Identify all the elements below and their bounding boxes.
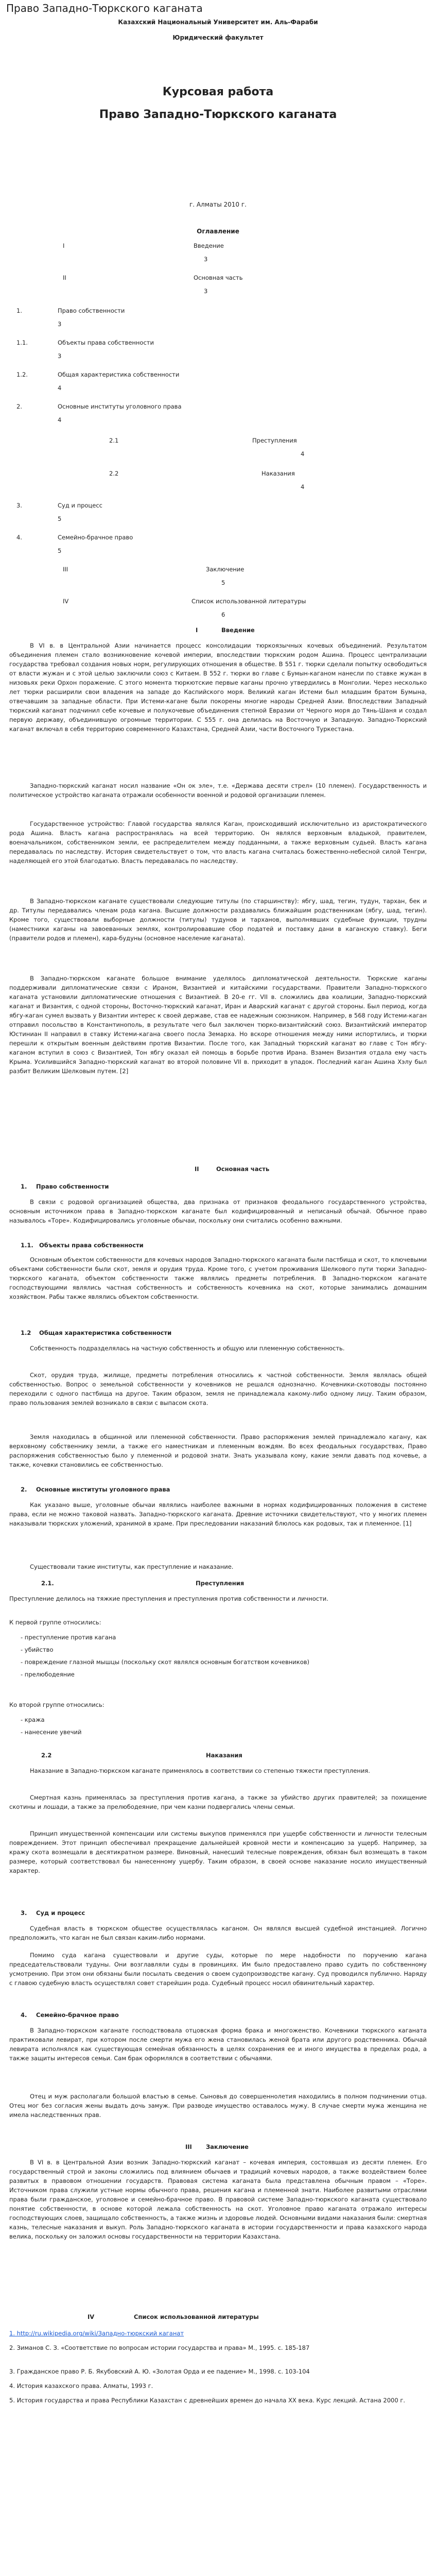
toc-page: 5 — [58, 547, 62, 554]
toc-label[interactable]: Суд и процесс — [58, 502, 102, 509]
toc-label[interactable]: Право собственности — [58, 307, 125, 314]
section-title: Объекты права собственности — [39, 1242, 144, 1249]
section-paragraph: Наказание в Западно-тюркском каганате применялось в соответствии со степенью тяжести преступления. — [30, 1767, 370, 1774]
section-paragraph: Земля находилась в общинной или племенной собственности. Право распоряжения землей принадлежало кагану, как верховному собственнику земли, а также его наместникам и племенным вождям. Во всех феодальных государствах, Право распоряжения собственностью было у племенной и родовой знати. Знать указывала кому, какие земли давать под кочевье, а также, кочевки становились ее собственностью. — [9, 1433, 427, 1468]
section-num: 1. — [21, 1183, 27, 1190]
section-num: 2.1. — [41, 1580, 54, 1587]
section-paragraph: В связи с родовой организацией общества, два признака от признаков феодального государственного устройства, основным источником права в Западно-тюркском каганате был кодифицированный и неписаный обычай. Обычное право называлось «Торе». Кодифицировались уголовные обычаи, поскольку они считались особенно важными. — [9, 1198, 427, 1224]
section-num: 2.2 — [41, 1752, 52, 1759]
intro-paragraph: В Западно-тюркском каганате большое внимание уделялось дипломатической деятельности. Тюркские каганы поддерживали дипломатические связи с Ираном, Византией и китайскими государствами. Правители Западно-тюркского каганата установили дипломатические отношения с Византией. В 20-е гг. VII в. сложились два коалиции, Западно-тюркский каганат и Византия, с одной стороны, Восточно-тюркский каганат, Иран и Аварский каганат с другой стороны. Был период, когда ябгу-каган сумел вызвать у Византии интерес к своей державе, став ее надежным союзником. Например, в 568 году Истеми-каган отправил посольство в Константинополь, в результате чего был заключен тюрко-византийский союз. Византийский император Юстиниан II направил в ставку Истеми-кагана своего посла Земарха. Но вскоре отношения между ними испортились, и тюрки перешли к открытым военным действиям против Византии. После того, как Западный тюркский каганат во главе с Тон ябгу-каганом вступил в союз с Византией, Тон ябгу оказал ей помощь в борьбе против Ирана. Взамен Византия отдала ему часть Крыма. Усилившийся Западно-тюркский каганат во второй половине VII в. приходит в упадок. Последний каган Ашина Хэлу был разбит Великим Шелковым путем. [2] — [9, 975, 427, 1075]
main-title: Право Западно-Тюркского каганата — [99, 108, 337, 121]
section-paragraph: Судебная власть в тюркском обществе осуществлялась каганом. Он являлся высшей судебной инстанцией. Логично предположить, что каган не был связан каким-либо нормами. — [9, 1925, 427, 1941]
section-paragraph: В Западно-тюркском каганате господствовала отцовская форма брака и многоженство. Кочевники тюркского каганата практиковали левират, при котором после смерти мужа его жена становилась женой брата или другого родственника. Обычай левирата исполнялся как существующая семейная обязанность в целях сохранения ее и иного имущества в пределах рода, а также защиты интересов семьи. Сам брак оформлялся в соответствии с обычаями. — [9, 2027, 427, 2062]
main-heading-num: II — [195, 1165, 199, 1173]
toc-label[interactable]: Объекты права собственности — [58, 339, 154, 346]
faculty-name: Юридический факультет — [172, 34, 264, 41]
list-item: - кража — [21, 1716, 45, 1723]
list-item: - повреждение глазной мышцы (поскольку скот являлся основным богатством кочевников) — [21, 1658, 310, 1666]
section-paragraph: Основным объектом собственности для кочевых народов Западно-тюркского каганата были пастбища и скот, то ключевыми объектами собственности были скот, земля и орудия труда. Кроме того, с учетом проживания Шелкового пути тюрки Западно-тюркского каганата, объектом собственности также являлись предметы потребления. В Западно-тюркском каганате господствующими являлись частная собственность и собственность кочевника на скот, которые занимались домашним хозяйством. Рабы также являлись объектом собственности. — [9, 1256, 427, 1300]
conclusion-heading-num: III — [185, 2143, 192, 2150]
city-year: г. Алматы 2010 г. — [189, 201, 247, 208]
section-paragraph: Скот, орудия труда, жилище, предметы потребления относились к частной собственности. Земля являлась общей собственностью. Вопрос о земельной собственности у кочевников не решался однозначно. Кочевники-скотоводы постоянно переходили с одного пастбища на другое. Таким образом, земля не принадлежала какому-либо одному лицу. Таким образом, право пользования землей возникало в связи с выпасом скота. — [9, 1371, 427, 1406]
section-paragraph: Помимо суда кагана существовали и другие суды, которые по мере надобности по поручению кагана председательствовали тудуны. Они возглавляли суды в провинциях. Им было предоставлено право судить по собственному усмотрению. При этом они обязаны были посылать сведения о своем судопроизводстве кагану. Суд проводился публично. Наряду с главою судебную власть осуществлял совет старейшин рода. Судебный процесс носил обвинительный характер. — [9, 1952, 427, 1987]
toc-num: I — [63, 242, 65, 249]
reference-item: 2. Зиманов С. З. «Соответствие по вопросам истории государства и права» М., 1995. с. 185-187 — [9, 2344, 310, 2351]
toc-page: 4 — [301, 450, 305, 457]
toc-num: 2.2 — [109, 470, 119, 477]
toc-page: 5 — [58, 515, 62, 522]
toc-page: 4 — [58, 384, 62, 392]
section-paragraph: Отец и муж располагали большой властью в семье. Сыновья до совершеннолетия находились в полном подчинении отца. Отец мог без согласия жены выдать дочь замуж. При разводе имущество оставалось мужу. В случае смерти мужа женщина не имела наследственных прав. — [9, 2093, 427, 2119]
intro-heading-num: I — [196, 626, 198, 634]
section-paragraph: Ко второй группе относились: — [9, 1701, 104, 1708]
work-type: Курсовая работа — [162, 86, 274, 98]
section-title: Наказания — [206, 1752, 242, 1759]
crime-list-other — [21, 1714, 427, 1738]
references-heading: Список использованной литературы — [134, 2313, 259, 2320]
toc-label[interactable]: Список использованной литературы — [191, 598, 306, 605]
toc-num: IV — [63, 598, 69, 605]
toc-label[interactable]: Семейно-брачное право — [58, 534, 133, 541]
toc-title: Оглавление — [197, 228, 239, 235]
section-paragraph: К первой группе относились: — [9, 1619, 101, 1626]
toc-page: 3 — [58, 320, 62, 328]
section-title: Общая характеристика собственности — [39, 1329, 172, 1336]
section-num: 3. — [21, 1909, 27, 1917]
reference-item: 3. Гражданское право Р. Б. Якубовский А. Ю. «Золотая Орда и ее падение» М., 1998. с. 103-104 — [9, 2368, 310, 2375]
reference-item: 4. История казахского права. Алматы, 1993 г. — [9, 2382, 153, 2389]
section-paragraph: Принцип имущественной компенсации или системы выкупов применялся при ущербе собственности и личности телесным повреждением. Этот принцип обеспечивал прекращение дальнейшей кровной мести и компенсацию за ущерб. Например, за кражу скота возмещали в десятикратном размере. Виновный, нанесший телесные повреждения, обязан был возмещать в таком размере, который соответствовал бы нанесенному ущербу. Таким образом, в своей основе наказание носило имущественный характер. — [9, 1830, 427, 1874]
toc-label[interactable]: Заключение — [206, 566, 245, 573]
section-title: Семейно-брачное право — [36, 2011, 119, 2019]
toc-label[interactable]: Наказания — [261, 470, 295, 477]
list-item: - преступление против кагана — [21, 1634, 116, 1641]
toc-num: III — [63, 566, 68, 573]
intro-paragraph: В VI в. в Центральной Азии начинается процесс консолидации тюркоязычных кочевых объединений. Результатом объединения племен стало возникновение кочевой империи, впоследствии тюркским родом Ашина. Процесс централизации государства требовал создания новых норм, регулирующих отношения в обществе. В 551 г. тюрки сделали попытку освободиться от власти жужан и с этой целью заключили союз с Китаем. В 552 г. тюрки во главе с Бумын-каганом нанесли по ставке жужан в низовьях реки Орхон поражение. С этого момента тюркютские первые каганы прочно утвердились в Монголии. Через несколько лет тюрки расширили свои владения на западе до Каспийского моря. Великий каган Истеми был младшим братом Бумына, отвечавшим за западные области. При Истеми-кагане были покорены многие народы Средней Азии. Впоследствии Западный тюркский каганат подчинил себе кочевые и полукочевые объединения степной Евразии от Черного моря до Тянь-Шаня и создал первую державу, объединившую огромные территории. С 555 г. она делилась на Восточную и Западную. Западно-Тюркский каганат включал в себя территорию современного Казахстана, Средней Азии, части Восточного Туркестана. — [9, 642, 427, 733]
toc-num: II — [63, 274, 66, 281]
toc-num: 2. — [16, 403, 22, 410]
toc-page: 4 — [301, 483, 305, 490]
intro-paragraph: Западно-тюркский каганат носил название «Он ок эле», т.е. «Держава десяти стрел» (10 племен). Государственность и политическое устройство каганата отражали особенности военной и родовой организации племен. — [9, 782, 427, 799]
list-item: - нанесение увечий — [21, 1728, 82, 1736]
section-title: Право собственности — [36, 1183, 109, 1190]
section-num: 1.2 — [21, 1329, 31, 1336]
section-num: 1.1. — [21, 1242, 33, 1249]
toc-label[interactable]: Введение — [194, 242, 224, 249]
toc-page: 3 — [204, 287, 208, 295]
intro-paragraph: Государственное устройство: Главой государства являлся Каган, происходивший исключительно из аристократического рода Ашина. Власть кагана распространялась на всей территорию. Он являлся верховным владыкой, правителем, военачальником, собственником земли, ее распределителем между подданными, а также верховным судьей. Власть кагана передавалась по наследству. История свидетельствует о том, что власть кагана считалась божественно-небесной силой Тенгри, наделяющей его этой благодатью. Власть передавалась по наследству. — [9, 820, 427, 865]
toc-num: 4. — [16, 534, 22, 541]
section-paragraph: Смертная казнь применялась за преступления против кагана, а также за убийство других правителей; за похищение скотины и лошади, а также за прелюбодеяние, при чем казни подвергались члены семьи. — [9, 1794, 427, 1810]
toc-num: 1.2. — [16, 371, 28, 378]
section-paragraph: Существовали такие институты, как преступление и наказание. — [30, 1563, 234, 1570]
university-name: Казахский Национальный Университет им. Аль-Фараби — [118, 19, 318, 26]
main-heading: Основная часть — [216, 1165, 270, 1173]
section-num: 4. — [21, 2011, 27, 2019]
toc-page: 3 — [58, 352, 62, 360]
list-item: - прелюбодеяние — [21, 1671, 75, 1678]
intro-paragraph: В Западно-тюркском каганате существовали следующие титулы (по старшинству): ябгу, шад, тегин, тудун, тархан, бек и др. Титулы передавались членам рода кагана. Высшие должности раздавались ближайшим родственникам (ябгу, шад, тегин). Кроме того, существовали выборные должности (титулы) тудунов и тарханов, выполнявших судебные функции, трудны (наместники каганы на завоеванных землях, контролировавшие сбор податей и поставку дани в каганскую ставку). Беги (правители родов и племен), кара-будуны (основное население каганата). — [9, 897, 427, 942]
document-title: Право Западно-Тюркского каганата — [6, 2, 203, 14]
toc-label[interactable]: Преступления — [252, 437, 297, 444]
toc-page: 4 — [58, 416, 62, 423]
conclusion-paragraph: В VI в. в Центральной Азии возник Западно-тюркский каганат – кочевая империя, состоявшая из десяти племен. Его государственный строй и законы сложились под влиянием обычаев и традиций кочевых народов, а также воздействием более развитых в правовом отношении государств. Правовая система каганата была представлена обычным правом – «Торе». Источником права служили устные нормы обычного права, решения кагана и племенной знати. Наиболее развитыми отраслями права были гражданское, уголовное и семейно-брачное право. В правовой системе Западно-тюркского каганата существовало понятие собственности, в основе которой лежала собственность на скот. Уголовное право каганата отражало интересы господствующих слоев, защищало собственность, а также жизнь и здоровье людей. Основными видами наказания были: смертная казнь, телесные наказания и выкуп. Роль Западно-тюркского каганата в истории государственности и права казахского народа велика, поскольку он заложил основы государственности на территории Казахстана. — [9, 2159, 427, 2240]
toc-page: 3 — [204, 256, 208, 263]
section-paragraph: Как указано выше, уголовные обычаи являлись наиболее важными в нормах кодифицированных положения в системе права, если не можно таковой назвать. Западно-тюркского каганата. Древние источники свидетельствуют, что у многих племен наказывали тюркских уложений, хранимой в храме. При преследовании наказаний блюлось как родовых, так и племенное. [1] — [9, 1501, 427, 1527]
toc-page: 6 — [221, 611, 225, 618]
toc-num: 1.1. — [16, 339, 28, 346]
toc-label[interactable]: Общая характеристика собственности — [58, 371, 180, 378]
reference-item: 5. История государства и права Республики Казахстан с древнейших времен до начала XX века. Курс лекций. Астана 2000 г. — [9, 2397, 406, 2404]
toc-num: 2.1 — [109, 437, 119, 444]
section-title: Преступления — [196, 1580, 245, 1587]
section-paragraph: Преступление делилось на тяжкие преступления и преступления против собственности и личности. — [9, 1595, 328, 1602]
section-title: Суд и процесс — [36, 1909, 85, 1917]
toc-label[interactable]: Основная часть — [194, 274, 243, 281]
reference-link[interactable]: 1. http://ru.wikipedia.org/wiki/Западно-тюркский каганат — [9, 2330, 184, 2337]
list-item: - убийство — [21, 1646, 54, 1653]
references-heading-num: IV — [88, 2313, 95, 2320]
toc-num: 3. — [16, 502, 22, 509]
crime-list-serious — [21, 1631, 427, 1681]
conclusion-heading: Заключение — [206, 2143, 249, 2150]
section-num: 2. — [21, 1486, 27, 1493]
section-title: Основные институты уголовного права — [36, 1486, 170, 1493]
toc-label[interactable]: Основные институты уголовного права — [58, 403, 182, 410]
section-paragraph: Собственность подразделялась на частную собственность и общую или племенную собственность. — [30, 1345, 345, 1352]
toc-num: 1. — [16, 307, 22, 314]
intro-heading: Введение — [221, 626, 255, 634]
toc-page: 5 — [221, 579, 225, 586]
